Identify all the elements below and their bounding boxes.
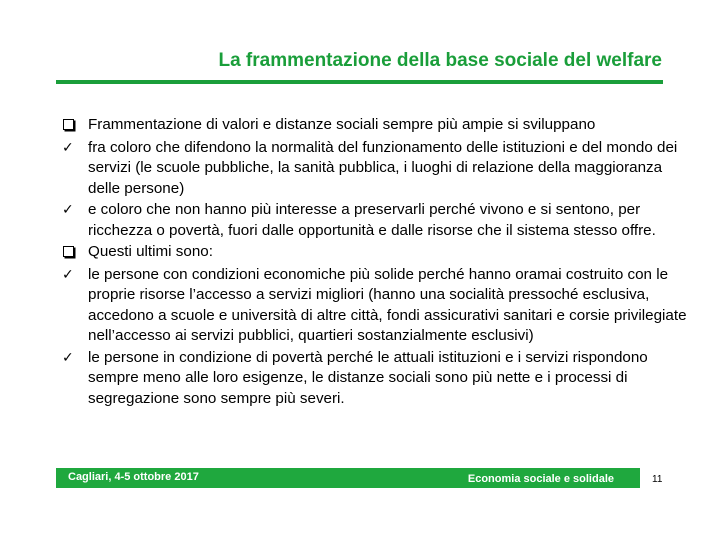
list-item-text: e coloro che non hanno più interesse a preservarli perché vivono e si sentono, per ricchezza o povertà, fuori dalle opportunità e dalle risorse che il sistema stesso offre. bbox=[88, 201, 656, 239]
checkmark-bullet-icon: ✓ bbox=[62, 139, 74, 156]
footer-event-date: Cagliari, 4-5 ottobre 2017 bbox=[68, 471, 199, 483]
list-item bbox=[62, 242, 692, 264]
page-number: 11 bbox=[652, 474, 663, 485]
checkbox-bullet-icon bbox=[62, 115, 88, 137]
list-item bbox=[62, 348, 692, 410]
checkmark-bullet-icon: ✓ bbox=[62, 202, 74, 218]
checkmark-bullet-icon: ✓ bbox=[62, 266, 74, 283]
footer-bar bbox=[56, 468, 640, 488]
slide-title: La frammentazione della base sociale del welfare bbox=[218, 50, 662, 71]
footer-course-name: Economia sociale e solidale bbox=[467, 473, 614, 485]
checkmark-bullet-icon: ✓ bbox=[62, 349, 74, 366]
list-item bbox=[62, 138, 692, 200]
list-item bbox=[62, 200, 692, 241]
list-item-text: fra coloro che difendono la normalità del funzionamento delle istituzioni e del mondo dei servizi (le scuole pubbliche, la sanità pubblica, i luoghi di relazione della maggioranza delle persone) bbox=[88, 138, 678, 197]
list-item-text: le persone in condizione di povertà perché le attuali istituzioni e i servizi rispondono sempre meno alle loro esigenze, le distanze sociali sono più nette e i processi di segregazione sono sempre più severi. bbox=[88, 348, 648, 407]
list-item bbox=[62, 265, 692, 347]
list-item-text: le persone con condizioni economiche più solide perché hanno oramai costruito con le proprie risorse l’accesso a servizi migliori (hanno una socialità pressoché esclusiva, accedono a scuole e università di altre città, fondi assicurativi sanitari e corsie privilegiate nell’accesso ai servizi pubblici, quartieri sostanzialmente esclusivi) bbox=[88, 265, 687, 344]
checkbox-bullet-icon bbox=[62, 242, 88, 264]
list-item-text: Frammentazione di valori e distanze sociali sempre più ampie si sviluppano bbox=[88, 116, 596, 133]
list-item bbox=[62, 115, 692, 137]
list-item-text: Questi ultimi sono: bbox=[88, 243, 213, 260]
title-divider bbox=[56, 80, 663, 84]
bullet-list bbox=[62, 115, 692, 410]
